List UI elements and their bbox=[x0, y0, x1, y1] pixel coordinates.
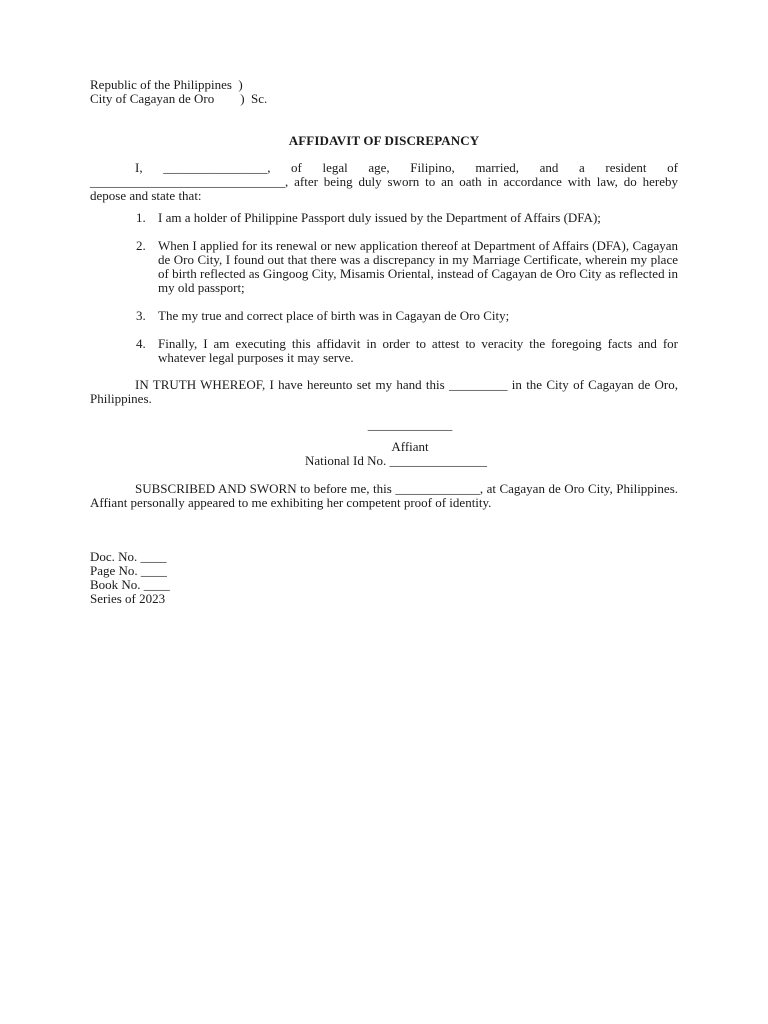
subscribed-sworn-paragraph: SUBSCRIBED AND SWORN to before me, this _____________, at Cagayan de Oro City, Philippines. Affiant personally appeared to me exhibiting her competent proof of identity. bbox=[90, 481, 678, 510]
series-year: Series of 2023 bbox=[90, 591, 166, 606]
statement-number: 4. bbox=[136, 336, 146, 351]
venue-city: City of Cagayan de Oro ) Sc. bbox=[90, 91, 268, 106]
signature-line: _____________ bbox=[367, 417, 453, 432]
intro-text-a: I, ________________, of legal age, Filipino, married, and a resident of bbox=[135, 160, 678, 175]
statement-number: 1. bbox=[136, 210, 146, 225]
statement-item-2 bbox=[90, 239, 678, 295]
document-title: AFFIDAVIT OF DISCREPANCY bbox=[288, 133, 480, 148]
truth-whereof-paragraph: IN TRUTH WHEREOF, I have hereunto set my hand this _________ in the City of Cagayan de Oro, Philippines. bbox=[90, 377, 678, 406]
affidavit-document bbox=[90, 78, 678, 606]
doc-number: Doc. No. ____ bbox=[90, 549, 167, 564]
intro-paragraph bbox=[90, 161, 678, 203]
statement-text: I am a holder of Philippine Passport duly issued by the Department of Affairs (DFA); bbox=[158, 210, 601, 225]
venue-block bbox=[90, 78, 678, 106]
statement-number: 3. bbox=[136, 308, 146, 323]
statement-text: The my true and correct place of birth was in Cagayan de Oro City; bbox=[158, 308, 510, 323]
intro-text-b: ______________________________, after being duly sworn to an oath in accordance with law, do hereby depose and state that: bbox=[90, 174, 678, 203]
statement-text: When I applied for its renewal or new application thereof at Department of Affairs (DFA), Cagayan de Oro City, I found out that there was a discrepancy in my Marriage Certificate, wherein my place of birth reflected as Gingoog City, Misamis Oriental, instead of Cagayan de Oro City as reflected in my old passport; bbox=[158, 238, 678, 295]
affiant-label: Affiant bbox=[391, 439, 429, 454]
statements-list bbox=[90, 211, 678, 365]
statement-item-4 bbox=[90, 337, 678, 365]
notarial-details bbox=[90, 550, 678, 606]
national-id-field: National Id No. _______________ bbox=[305, 453, 487, 468]
venue-republic: Republic of the Philippines ) bbox=[90, 77, 243, 92]
page-number: Page No. ____ bbox=[90, 563, 167, 578]
book-number: Book No. ____ bbox=[90, 577, 170, 592]
statement-number: 2. bbox=[136, 238, 146, 253]
statement-item-3 bbox=[90, 309, 678, 323]
statement-text: Finally, I am executing this affidavit in order to attest to veracity the foregoing facts and for whatever legal purposes it may serve. bbox=[158, 336, 678, 365]
statement-item-1 bbox=[90, 211, 678, 225]
